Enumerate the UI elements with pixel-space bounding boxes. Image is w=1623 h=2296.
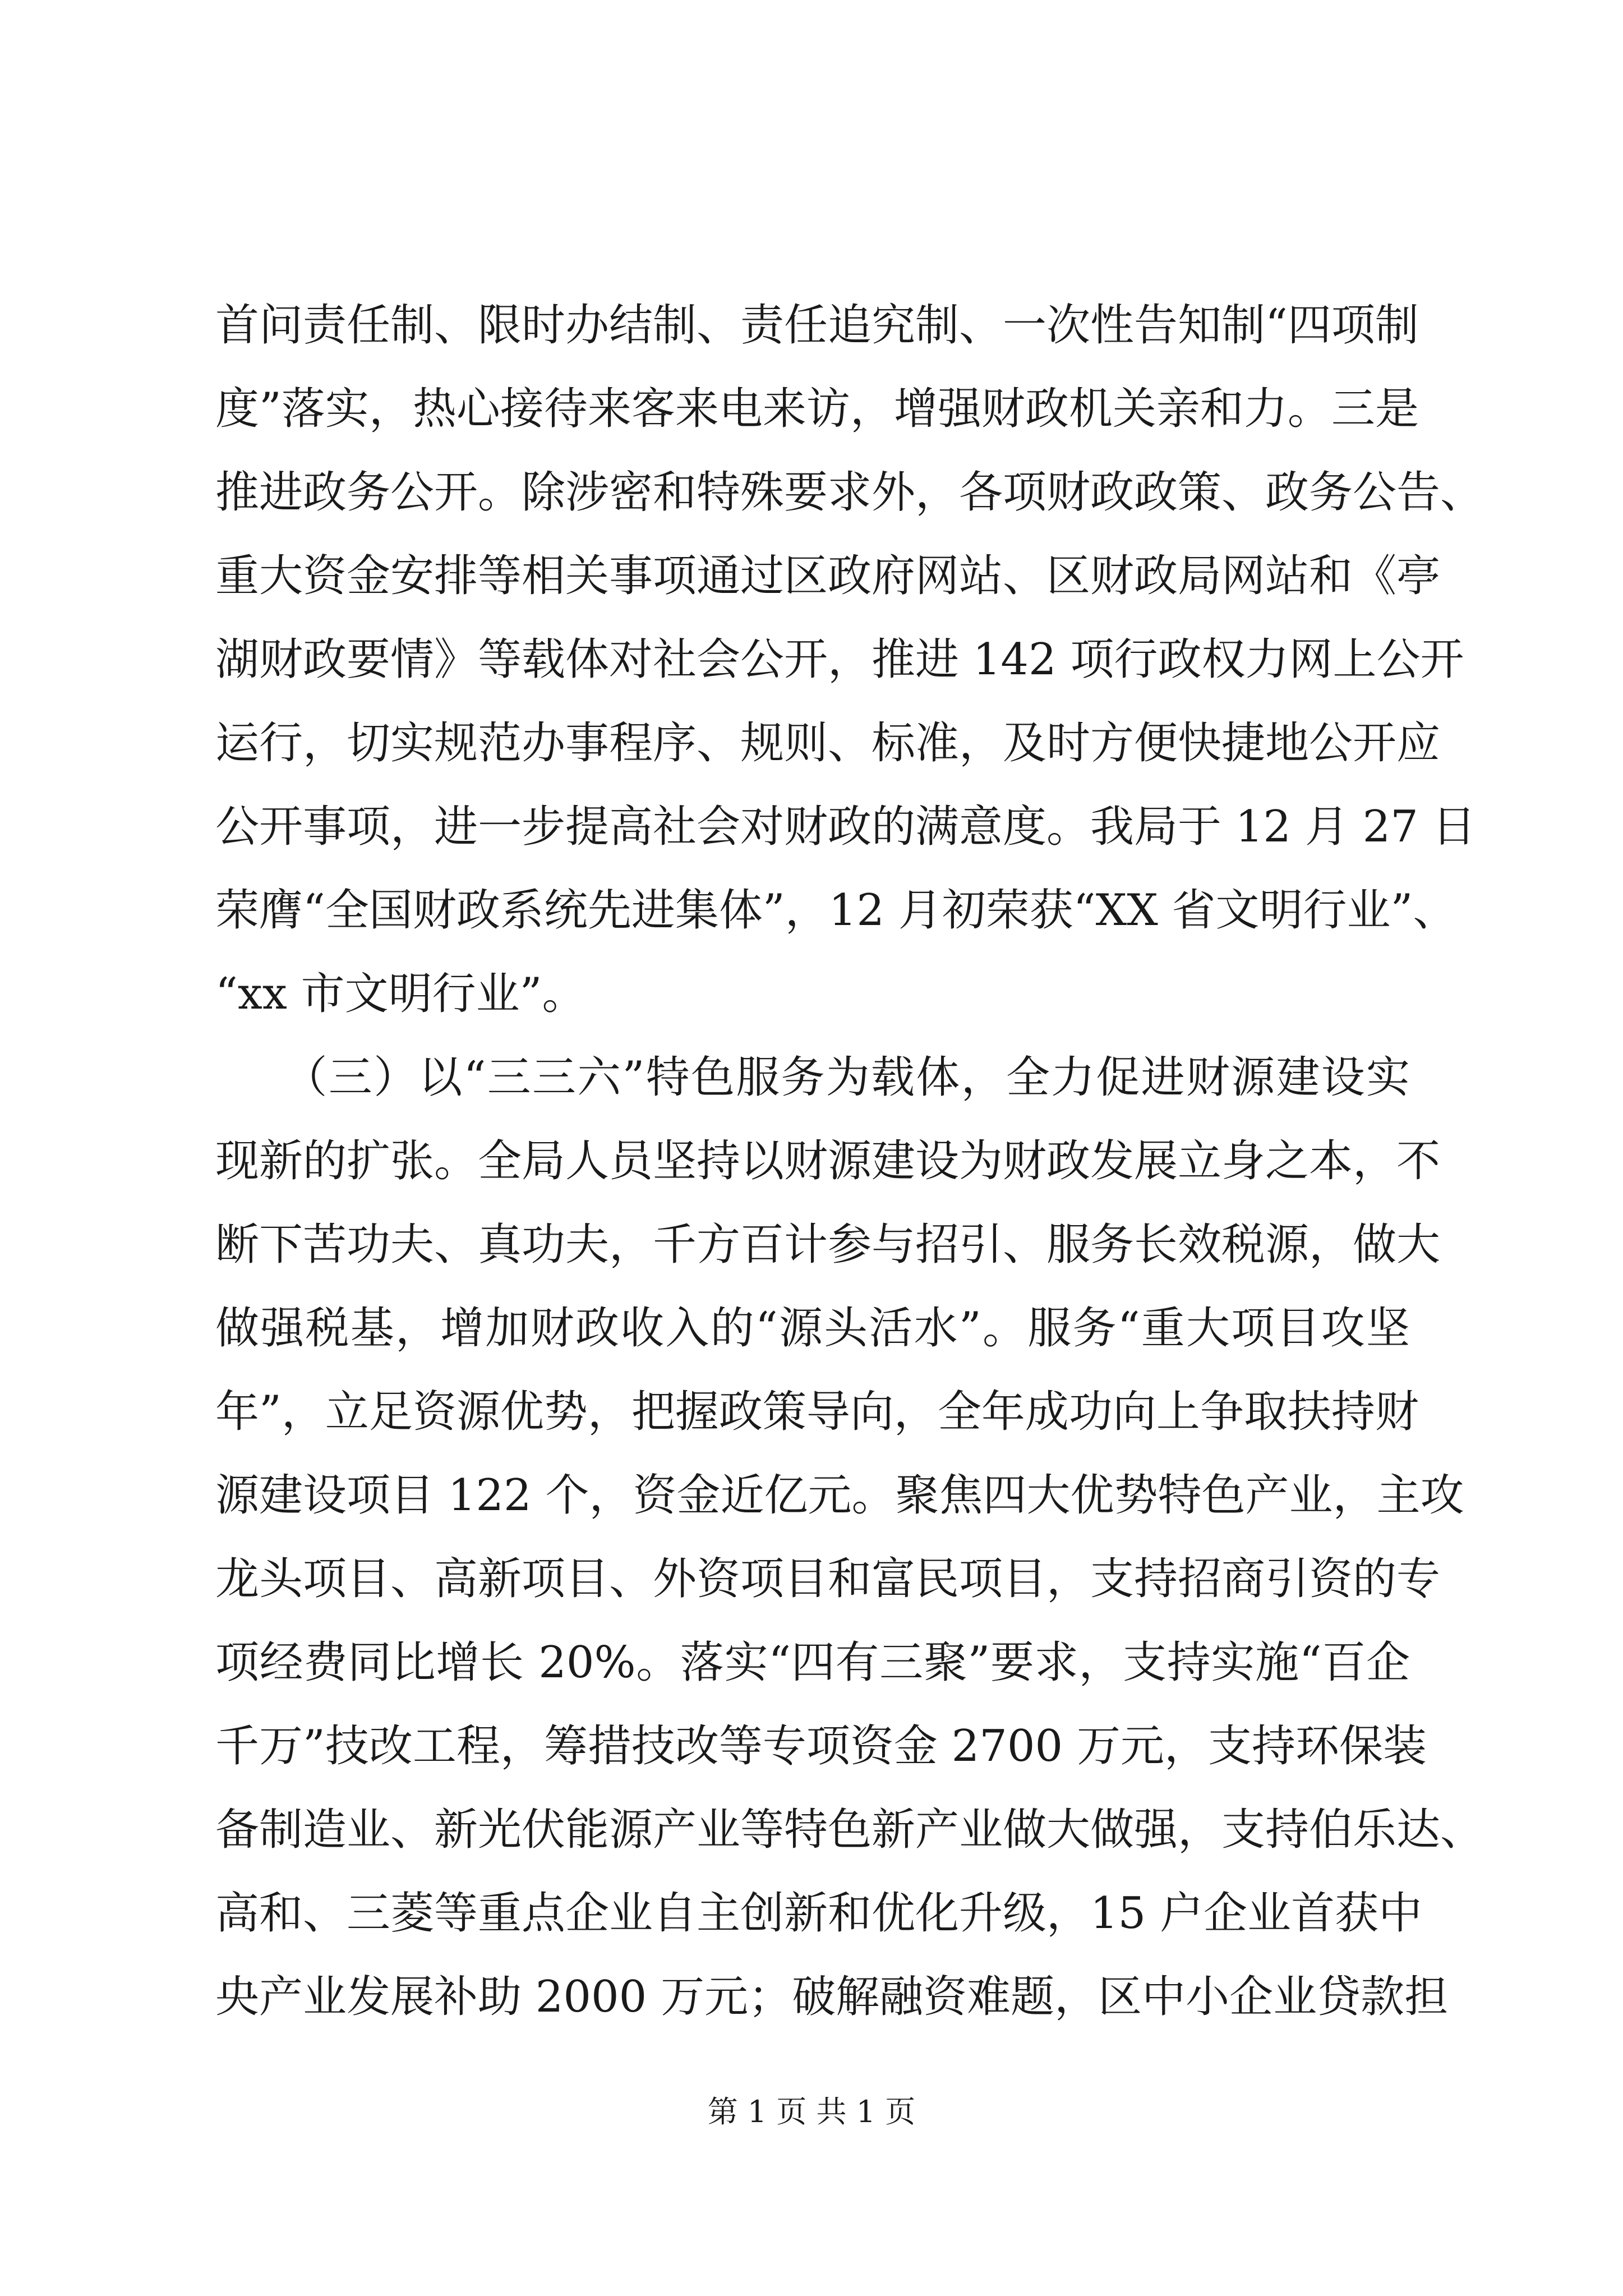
text-line: 重大资金安排等相关事项通过区政府网站、区财政局网站和《亭 xyxy=(215,551,1441,601)
text-line: 荣膺“全国财政系统先进集体”，12 月初荣获“XX 省文明行业”、 xyxy=(215,885,1457,936)
text-line: 源建设项目 122 个，资金近亿元。聚焦四大优势特色产业，主攻 xyxy=(215,1470,1464,1521)
page-number-label: 第 1 页 共 1 页 xyxy=(707,2094,916,2129)
text-line: 高和、三菱等重点企业自主创新和优化升级，15 户企业首获中 xyxy=(215,1888,1423,1939)
text-line: （三）以“三三六”特色服务为载体，全力促进财源建设实 xyxy=(215,1052,1410,1103)
text-line: 运行，切实规范办事程序、规则、标准，及时方便快捷地公开应 xyxy=(215,718,1441,769)
text-line: 度”落实，热心接待来客来电来访，增强财政机关亲和力。三是 xyxy=(215,384,1419,434)
text-line: 湖财政要情》等载体对社会公开，推进 142 项行政权力网上公开 xyxy=(215,634,1464,685)
text-line: 千万”技改工程，筹措技改等专项资金 2700 万元，支持环保装 xyxy=(215,1721,1427,1772)
text-line: 公开事项，进一步提高社会对财政的满意度。我局于 12 月 27 日 xyxy=(215,802,1476,852)
text-line: 年”，立足资源优势，把握政策导向，全年成功向上争取扶持财 xyxy=(215,1387,1419,1437)
text-line: “xx 市文明行业”。 xyxy=(215,969,586,1019)
text-line: 备制造业、新光伏能源产业等特色新产业做大做强，支持伯乐达、 xyxy=(215,1805,1484,1855)
page-footer xyxy=(0,2092,1623,2132)
text-line: 推进政务公开。除涉密和特殊要求外，各项财政政策、政务公告、 xyxy=(215,467,1484,518)
body-text xyxy=(215,284,1484,2039)
text-line: 断下苦功夫、真功夫，千方百计参与招引、服务长效税源，做大 xyxy=(215,1220,1441,1270)
text-line: 央产业发展补助 2000 万元；破解融资难题，区中小企业贷款担 xyxy=(215,1972,1449,2022)
text-line: 龙头项目、高新项目、外资项目和富民项目，支持招商引资的专 xyxy=(215,1554,1441,1604)
text-line: 项经费同比增长 20%。落实“四有三聚”要求，支持实施“百企 xyxy=(215,1637,1410,1688)
text-line: 现新的扩张。全局人员坚持以财源建设为财政发展立身之本，不 xyxy=(215,1136,1441,1186)
text-line: 做强税基，增加财政收入的“源头活水”。服务“重大项目攻坚 xyxy=(215,1303,1410,1354)
text-line: 首问责任制、限时办结制、责任追究制、一次性告知制“四项制 xyxy=(215,300,1419,351)
